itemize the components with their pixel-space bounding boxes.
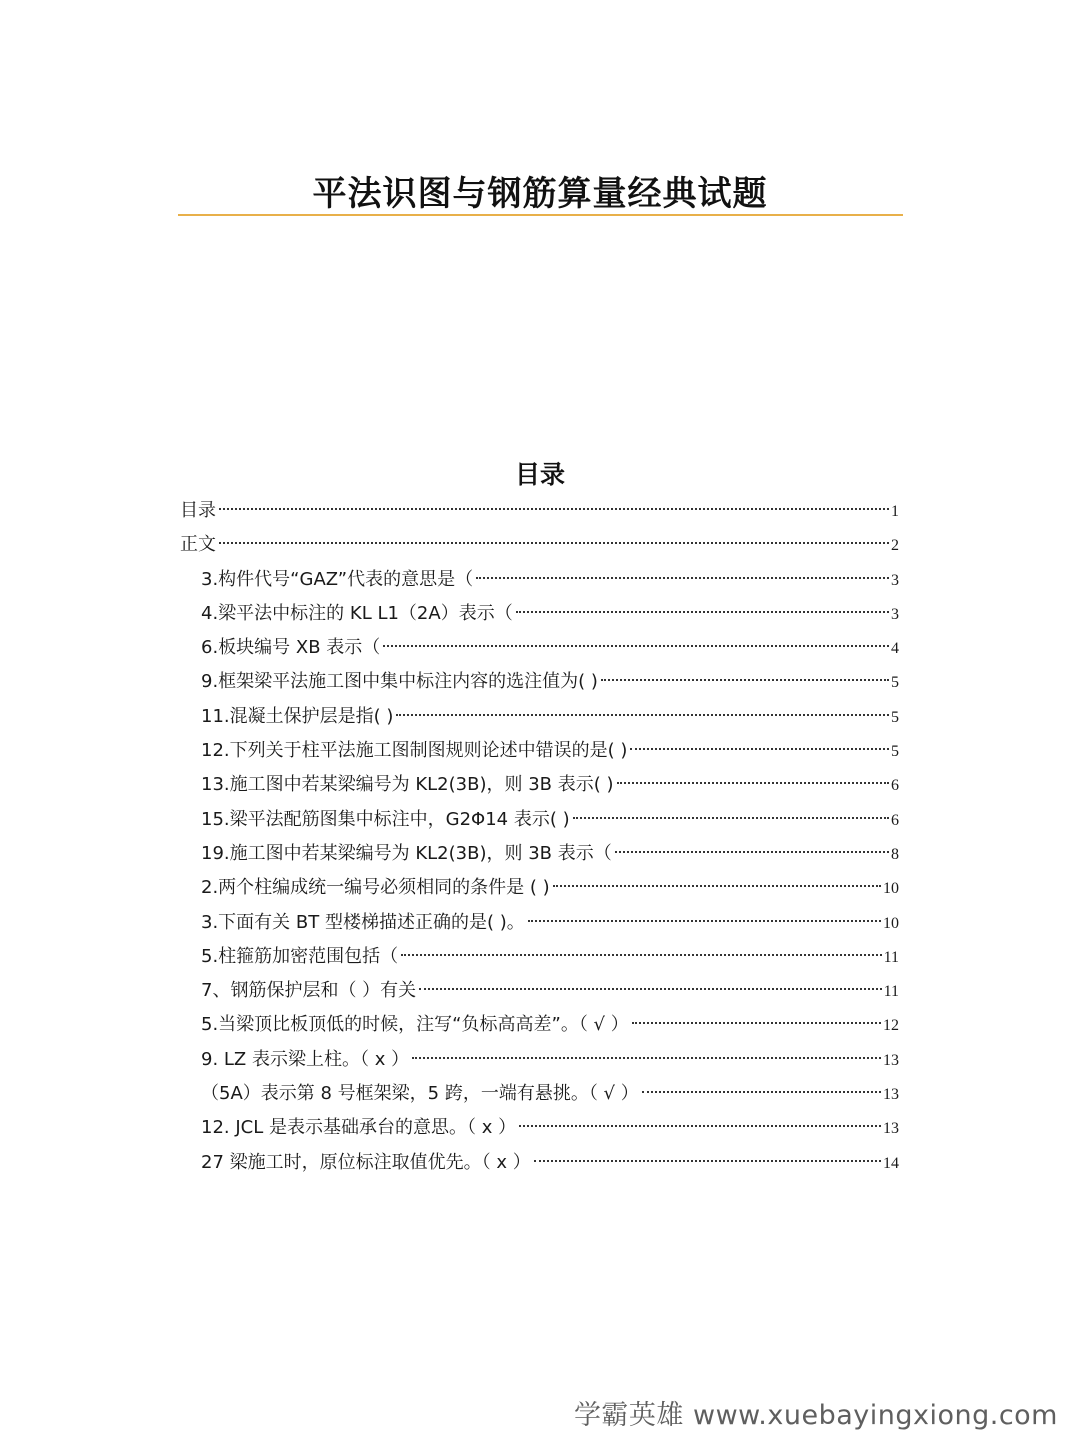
toc-page-number: 1 bbox=[891, 503, 899, 520]
toc-entry[interactable] bbox=[180, 700, 899, 734]
document-title: 平法识图与钢筋算量经典试题 bbox=[312, 174, 768, 214]
toc-page-number: 14 bbox=[883, 1154, 899, 1172]
toc-entry-text: 15.梁平法配筋图集中标注中，G2Φ14 表示( ) bbox=[201, 808, 570, 830]
toc-page-number: 6 bbox=[891, 777, 899, 795]
toc-heading: 目录 bbox=[514, 460, 565, 489]
toc-dot-leader bbox=[396, 714, 889, 716]
toc-entry-text: 6.板块编号 XB 表示（ bbox=[201, 637, 381, 659]
toc-page-number: 5 bbox=[891, 743, 899, 761]
toc-page-number: 10 bbox=[883, 914, 899, 932]
toc-page-number: 3 bbox=[891, 605, 899, 623]
toc-entry-text: 11.混凝土保护层是指( ) bbox=[201, 705, 394, 727]
toc-entry[interactable] bbox=[180, 974, 899, 1008]
toc-entry[interactable] bbox=[180, 1043, 899, 1077]
toc-dot-leader bbox=[615, 851, 889, 853]
toc-entry[interactable] bbox=[180, 734, 899, 768]
toc-page-number: 3 bbox=[891, 571, 899, 589]
toc-dot-leader bbox=[573, 817, 889, 819]
toc-entry[interactable] bbox=[180, 631, 899, 665]
toc-entry[interactable] bbox=[180, 563, 899, 597]
toc-entry-text: 9.框架梁平法施工图中集中标注内容的选注值为( ) bbox=[201, 671, 598, 693]
toc-page-number: 5 bbox=[891, 674, 899, 692]
toc-entry-text: 5.柱箍筋加密范围包括（ bbox=[201, 945, 399, 967]
toc-page-number: 6 bbox=[891, 811, 899, 829]
toc-dot-leader bbox=[516, 611, 889, 613]
toc-page-number: 13 bbox=[883, 1051, 899, 1069]
toc-dot-leader bbox=[219, 542, 889, 544]
toc-entry-text: 12.下列关于柱平法施工图制图规则论述中错误的是( ) bbox=[201, 740, 628, 762]
title-underline bbox=[178, 214, 903, 216]
toc-entry-text: 5.当梁顶比板顶低的时候，注写“负标高高差”。（ √ ） bbox=[201, 1014, 629, 1036]
toc-page-number: 13 bbox=[883, 1120, 899, 1138]
toc-entry-text: 目录 bbox=[180, 500, 216, 521]
toc-entry[interactable] bbox=[180, 871, 899, 905]
toc-entry[interactable] bbox=[180, 1077, 899, 1111]
table-of-contents bbox=[180, 494, 899, 1180]
toc-entry-text: 19.施工图中若某梁编号为 KL2(3B)，则 3B 表示（ bbox=[201, 842, 612, 864]
toc-entry-text: 13.施工图中若某梁编号为 KL2(3B)，则 3B 表示( ) bbox=[201, 774, 614, 796]
toc-entry[interactable] bbox=[180, 1146, 899, 1180]
toc-entry-text: 2.两个柱编成统一编号必须相同的条件是 ( ) bbox=[201, 877, 550, 899]
toc-entry[interactable] bbox=[180, 1008, 899, 1042]
toc-entry-text: 9. LZ 表示梁上柱。（ x ） bbox=[201, 1048, 410, 1070]
toc-entry[interactable] bbox=[180, 1111, 899, 1145]
toc-dot-leader bbox=[642, 1091, 881, 1093]
toc-dot-leader bbox=[617, 782, 890, 784]
toc-entry[interactable] bbox=[180, 494, 899, 528]
toc-page-number: 4 bbox=[891, 640, 899, 658]
toc-page-number: 8 bbox=[891, 845, 899, 863]
toc-entry-text: 4.梁平法中标注的 KL L1（2A）表示（ bbox=[201, 602, 513, 624]
toc-dot-leader bbox=[401, 954, 881, 956]
toc-entry-text: 12. JCL 是表示基础承台的意思。（ x ） bbox=[201, 1117, 517, 1139]
toc-dot-leader bbox=[383, 645, 889, 647]
toc-page-number: 12 bbox=[883, 1017, 899, 1035]
toc-dot-leader bbox=[630, 748, 889, 750]
toc-dot-leader bbox=[419, 988, 881, 990]
toc-entry-text: 正文 bbox=[180, 534, 216, 556]
toc-page-number: 10 bbox=[883, 880, 899, 898]
toc-entry-text: 3.下面有关 BT 型楼梯描述正确的是( )。 bbox=[201, 911, 525, 933]
toc-entry[interactable] bbox=[180, 803, 899, 837]
toc-entry[interactable] bbox=[180, 665, 899, 699]
toc-dot-leader bbox=[528, 920, 881, 922]
toc-page-number: 5 bbox=[891, 708, 899, 726]
toc-entry[interactable] bbox=[180, 906, 899, 940]
toc-page-number: 11 bbox=[883, 948, 899, 966]
toc-dot-leader bbox=[219, 508, 889, 510]
toc-dot-leader bbox=[553, 885, 881, 887]
toc-entry[interactable] bbox=[180, 940, 899, 974]
toc-entry-text: 27 梁施工时，原位标注取值优先。（ x ） bbox=[201, 1151, 531, 1173]
toc-page-number: 11 bbox=[883, 983, 899, 1001]
toc-entry-text: 7、钢筋保护层和（ ）有关 bbox=[201, 980, 417, 1002]
toc-entry[interactable] bbox=[180, 597, 899, 631]
toc-entry[interactable] bbox=[180, 768, 899, 802]
toc-dot-leader bbox=[601, 679, 889, 681]
toc-page-number: 2 bbox=[891, 537, 899, 555]
toc-dot-leader bbox=[632, 1022, 881, 1024]
watermark: 学霸英雄 www.xuebayingxiong.com bbox=[573, 1400, 1058, 1431]
toc-dot-leader bbox=[476, 577, 889, 579]
toc-dot-leader bbox=[534, 1160, 881, 1162]
toc-dot-leader bbox=[412, 1057, 881, 1059]
toc-entry[interactable] bbox=[180, 837, 899, 871]
toc-page-number: 13 bbox=[883, 1086, 899, 1104]
toc-entry[interactable] bbox=[180, 528, 899, 562]
toc-dot-leader bbox=[519, 1125, 881, 1127]
toc-entry-text: （5A）表示第 8 号框架梁，5 跨，一端有悬挑。（ √ ） bbox=[201, 1083, 639, 1105]
toc-entry-text: 3.构件代号“GAZ”代表的意思是（ bbox=[201, 568, 474, 590]
